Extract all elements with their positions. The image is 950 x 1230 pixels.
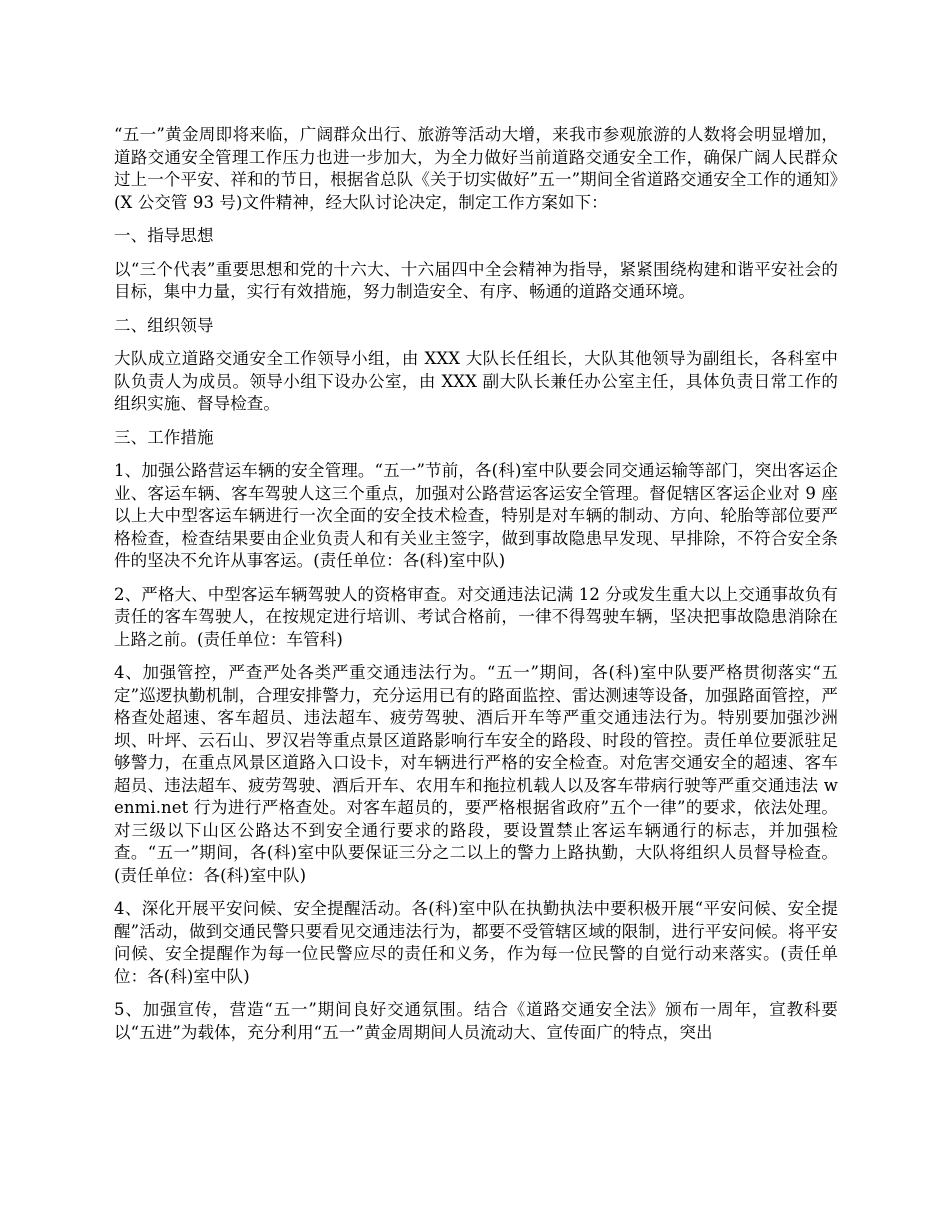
intro-paragraph: “五一”黄金周即将来临，广阔群众出行、旅游等活动大增，来我市参观旅游的人数将会明显增加，道路交通安全管理工作压力也进一步加大，为全力做好当前道路交通安全工作，确保广阔人民群众过上一个平安、祥和的节日，根据省总队《关于切实做好”五一”期间全省道路交通安全工作的通知》(X 公交管 93 号)文件精神，经大队讨论决定，制定工作方案如下： — [114, 125, 838, 212]
guiding-thought-paragraph: 以“三个代表”重要思想和党的十六大、十六届四中全会精神为指导，紧紧围绕构建和谐平安社会的目标，集中力量，实行有效措施，努力制造安全、有序、畅通的道路交通环境。 — [114, 259, 838, 301]
measure-item-1: 1、加强公路营运车辆的安全管理。“五一”节前，各(科)室中队要会同交通运输等部门，突出客运企业、客运车辆、客车驾驶人这三个重点，加强对公路营运客运安全管理。督促辖区客运企业对 9 座以上大中型客运车辆进行一次全面的安全技术检查，特别是对车辆的制动、方向、轮胎等部位要严格检查，检查结果要由企业负责人和有关业主签字，做到事故隐患早发现、早排除，不符合安全条件的坚决不允许从事客运。(责任单位：各(科)室中队) — [114, 461, 838, 570]
section-heading-measures: 三、工作措施 — [114, 427, 214, 447]
section-heading-guiding-thought: 一、指导思想 — [114, 226, 214, 245]
measure-item-4: 4、深化开展平安问候、安全提醒活动。各(科)室中队在执勤执法中要积极开展“平安问候、安全提醒”活动，做到交通民警只要看见交通违法行为，都要不受管辖区域的限制，进行平安问候。将平安问候、安全提醒作为每一位民警应尽的责任和义务，作为每一位民警的自觉行动来落实。(责任单位：各(科)室中队) — [114, 899, 838, 986]
section-heading-organization: 二、组织领导 — [114, 315, 214, 335]
organization-paragraph: 大队成立道路交通安全工作领导小组，由 XXX 大队长任组长，大队其他领导为副组长，各科室中队负责人为成员。领导小组下设办公室，由 XXX 副大队长兼任办公室主任，具体负责日常工作的组织实施、督导检查。 — [114, 349, 838, 413]
measure-item-2: 2、严格大、中型客运车辆驾驶人的资格审查。对交通违法记满 12 分或发生重大以上交通事故负有责任的客车驾驶人，在按规定进行培训、考试合格前，一律不得驾驶车辆，坚决把事故隐患消除在上路之前。(责任单位：车管科) — [114, 584, 838, 649]
measure-item-5: 5、加强宣传，营造“五一”期间良好交通氛围。结合《道路交通安全法》颁布一周年，宣教科要以“五进”为载体，充分利用“五一”黄金周期间人员流动大、宣传面广的特点，突出 — [114, 1000, 838, 1042]
measure-item-3: 4、加强管控，严查严处各类严重交通违法行为。“五一”期间，各(科)室中队要严格贯彻落实“五定”巡逻执勤机制，合理安排警力，充分运用已有的路面监控、雷达测速等设备，加强路面管控，严格查处超速、客车超员、违法超车、疲劳驾驶、酒后开车等严重交通违法行为。特别要加强沙洲坝、叶坪、云石山、罗汉岩等重点景区道路影响行车安全的路段、时段的管控。责任单位要派驻足够警力，在重点风景区道路入口设卡，对车辆进行严格的安全检查。对危害交通安全的超速、客车超员、违法超车、疲劳驾驶、酒后开车、农用车和拖拉机载人以及客车带病行驶等严重交通违法 wenmi.net 行为进行严格查处。对客车超员的，要严格根据省政府”五个一律”的要求，依法处理。对三级以下山区公路达不到安全通行要求的路段，要设置禁止客运车辆通行的标志，并加强检查。“五一”期间，各(科)室中队要保证三分之二以上的警力上路执勤，大队将组织人员督导检查。(责任单位：各(科)室中队) — [114, 663, 838, 885]
document-page — [114, 124, 838, 1055]
